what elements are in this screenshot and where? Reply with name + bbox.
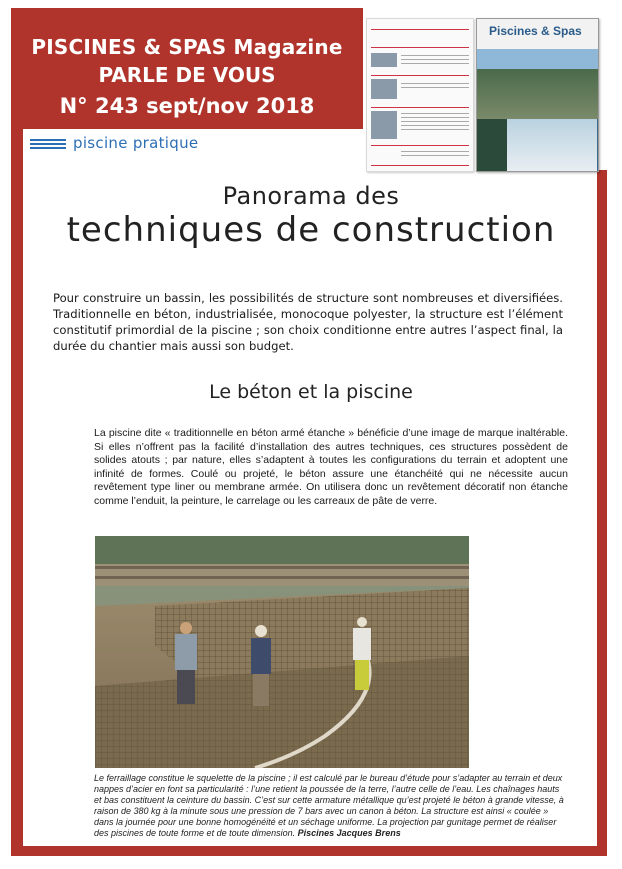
banner-subtitle: PARLE DE VOUS — [98, 63, 276, 87]
article-title-line-2: techniques de construction — [66, 210, 556, 250]
article-intro: Pour construire un bassin, les possibilités de structure sont nombreuses et diversifiées. Traditionnelle en béton, industrialisée, monocoque polyester, la structure est l’élément constitutif primordial de la piscine ; son choix conditionne entre autres l’aspect final, la durée du chantier mais aussi son budget. — [53, 291, 563, 353]
photo-caption — [94, 773, 568, 839]
caption-credit: Piscines Jacques Brens — [297, 828, 401, 838]
section-title: Le béton et la piscine — [209, 381, 413, 403]
magazine-banner — [11, 8, 363, 129]
rubric-lines-icon — [30, 139, 66, 151]
magazine-cover-thumbnail — [476, 18, 599, 172]
rubric-header — [28, 133, 228, 155]
article-title-line-1: Panorama des — [222, 182, 400, 210]
red-frame-bottom — [11, 846, 607, 856]
red-frame-left — [11, 8, 23, 856]
section-body: La piscine dite « traditionnelle en béton armé étanche » bénéficie d’une image de marque inaltérable. Si elles n’offrent pas la facilité d’installation des autres techniques, ces structures possèdent de solides atouts ; par nature, elles s’adaptent à toutes les configurations du terrain et adoptent une infinité de formes. Coulé ou projeté, le béton assure une étanchéité qui ne nécessite aucun revêtement type liner ou membrane armée. On utilisera donc un revêtement décoratif non étanche comme l’enduit, la peinture, le carrelage ou les carreaux de pâte de verre. — [94, 427, 568, 507]
banner-title: PISCINES & SPAS Magazine — [31, 35, 343, 59]
banner-issue: N° 243 sept/nov 2018 — [59, 94, 315, 118]
caption-text: Le ferraillage constitue le squelette de la piscine ; il est calculé par le bureau d’étude pour s’adapter au terrain et deux nappes d’acier en font sa particularité : l’une retient la poussée de la terre, l’autre celle de l’eau. Les chaînages hauts et bas constituent la ceinture du bassin. C’est sur cette armature métallique qu’est projeté le béton à grande vitesse, à raison de 380 kg à la minute sous une pression de 7 bars avec un canon à béton. La structure est ainsi « coulée » dans la journée pour une bonne homogénéité et un séchage uniforme. La projection par gunitage permet de réaliser des piscines de toute forme et de toute dimension. — [94, 773, 564, 838]
cover-title: Piscines & Spas — [489, 24, 582, 38]
table-of-contents-thumbnail — [366, 18, 474, 172]
rubric-label: piscine pratique — [73, 134, 199, 152]
red-frame-right — [597, 170, 607, 856]
construction-site-photo — [95, 536, 469, 768]
